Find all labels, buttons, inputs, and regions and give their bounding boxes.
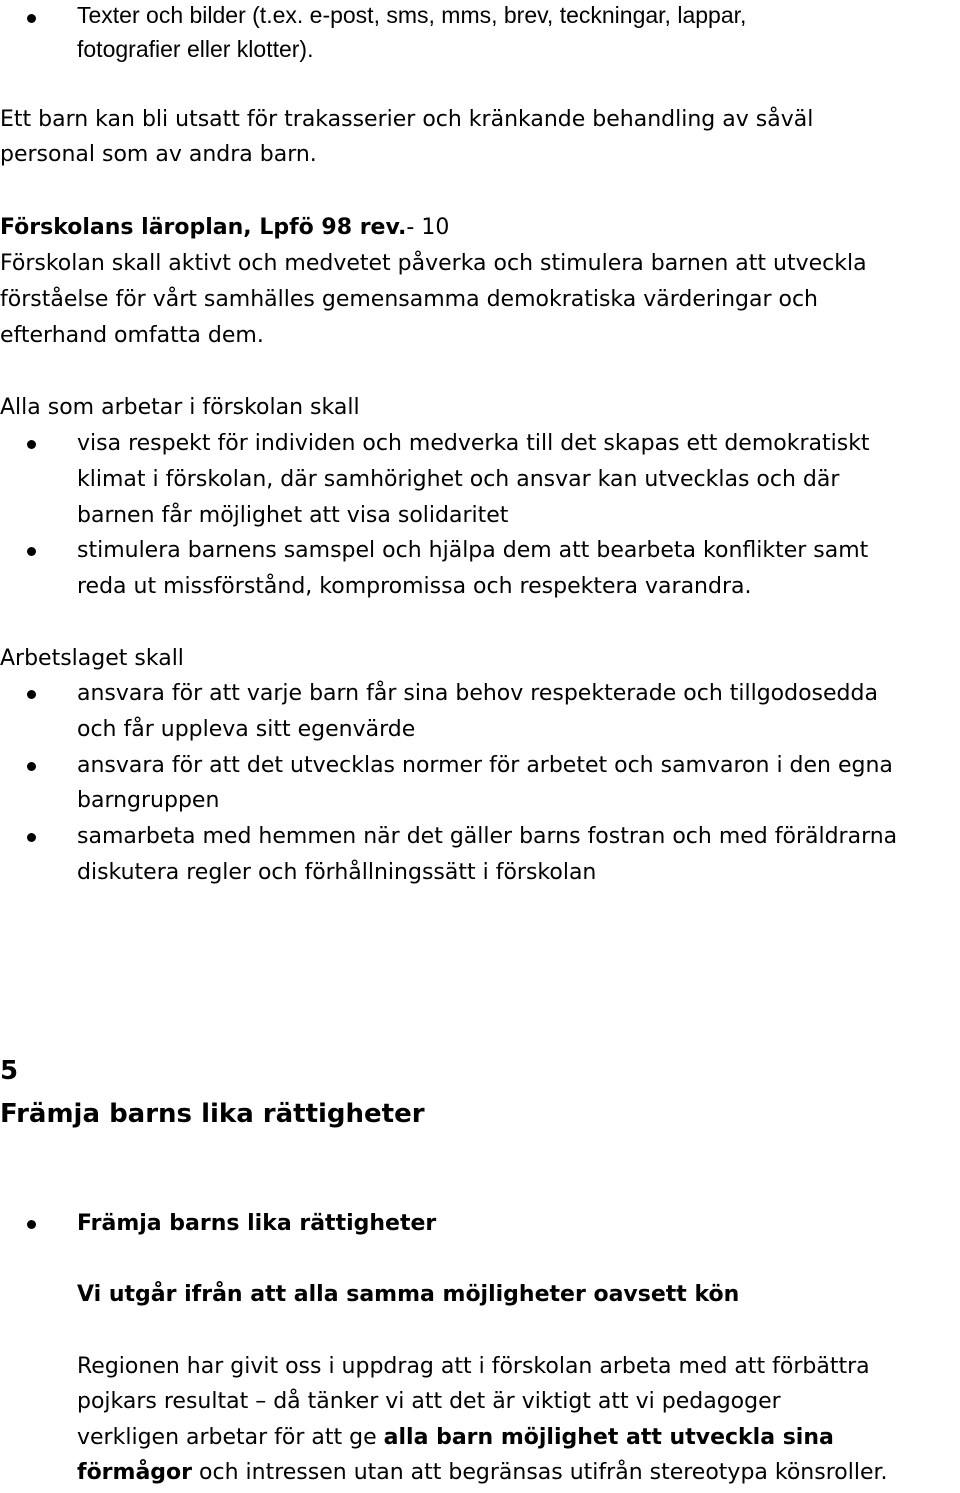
list-item-line: reda ut missförstånd, kompromissa och respektera varandra. — [77, 574, 752, 599]
section-subheading: Vi utgår ifrån att alla samma möjligheter oavsett kön — [77, 1282, 740, 1307]
list-intro: Alla som arbetar i förskolan skall — [0, 395, 360, 420]
paragraph-line: Ett barn kan bli utsatt för trakasserier och kränkande behandling av såväl — [0, 107, 814, 132]
list-item-line: ansvara för att varje barn får sina behov respekterade och tillgodosedda — [77, 681, 878, 706]
lpfo-heading-suffix: - 10 — [406, 215, 450, 240]
section-title: Främja barns lika rättigheter — [0, 1099, 425, 1129]
body-emphasis: alla barn möjlighet att utveckla sina — [383, 1425, 834, 1450]
bullet-item-line: Texter och bilder (t.ex. e-post, sms, mms, brev, teckningar, lappar, — [77, 2, 747, 28]
list-item-line: stimulera barnens samspel och hjälpa dem att bearbeta konflikter samt — [77, 538, 869, 563]
bullet-dot — [27, 833, 36, 842]
bullet-dot — [27, 690, 36, 699]
paragraph-line: efterhand omfatta dem. — [0, 323, 264, 348]
list-item-line: diskutera regler och förhållningssätt i förskolan — [77, 860, 597, 885]
list-item-line: barngruppen — [77, 788, 220, 813]
body-line — [77, 1420, 834, 1456]
section-number: 5 — [0, 1056, 19, 1086]
list-item-line: samarbeta med hemmen när det gäller barns fostran och med föräldrarna — [77, 824, 898, 849]
bullet-dot — [27, 762, 36, 771]
paragraph-line: förståelse för vårt samhälles gemensamma demokratiska värderingar och — [0, 287, 818, 312]
bullet-dot — [27, 1220, 36, 1229]
list-item-line: och får uppleva sitt egenvärde — [77, 717, 416, 742]
section-bullet: Främja barns lika rättigheter — [77, 1211, 437, 1236]
list-intro: Arbetslaget skall — [0, 646, 184, 671]
list-item-line: barnen får möjlighet att visa solidaritet — [77, 503, 509, 528]
body-line — [77, 1455, 888, 1491]
paragraph-line: personal som av andra barn. — [0, 142, 317, 167]
paragraph-line: Förskolan skall aktivt och medvetet påverka och stimulera barnen att utveckla — [0, 251, 867, 276]
body-line: pojkars resultat – då tänker vi att det är viktigt att vi pedagoger — [77, 1389, 781, 1414]
list-item-line: klimat i förskolan, där samhörighet och ansvar kan utvecklas och där — [77, 467, 840, 492]
body-emphasis: förmågor — [77, 1460, 193, 1485]
body-line: Regionen har givit oss i uppdrag att i förskolan arbeta med att förbättra — [77, 1354, 870, 1379]
list-item-line: visa respekt för individen och medverka till det skapas ett demokratiskt — [77, 431, 870, 456]
body-text: och intressen utan att begränsas utifrån stereotypa könsroller. — [192, 1460, 888, 1485]
bullet-item-line: fotografier eller klotter). — [77, 36, 314, 62]
bullet-dot — [27, 14, 36, 23]
bullet-dot — [27, 547, 36, 556]
bullet-dot — [27, 440, 36, 449]
list-item-line: ansvara för att det utvecklas normer för arbetet och samvaron i den egna — [77, 753, 893, 778]
lpfo-heading — [0, 210, 449, 246]
body-text: verkligen arbetar för att ge — [77, 1425, 384, 1450]
lpfo-heading-bold: Förskolans läroplan, Lpfö 98 rev. — [0, 215, 407, 240]
